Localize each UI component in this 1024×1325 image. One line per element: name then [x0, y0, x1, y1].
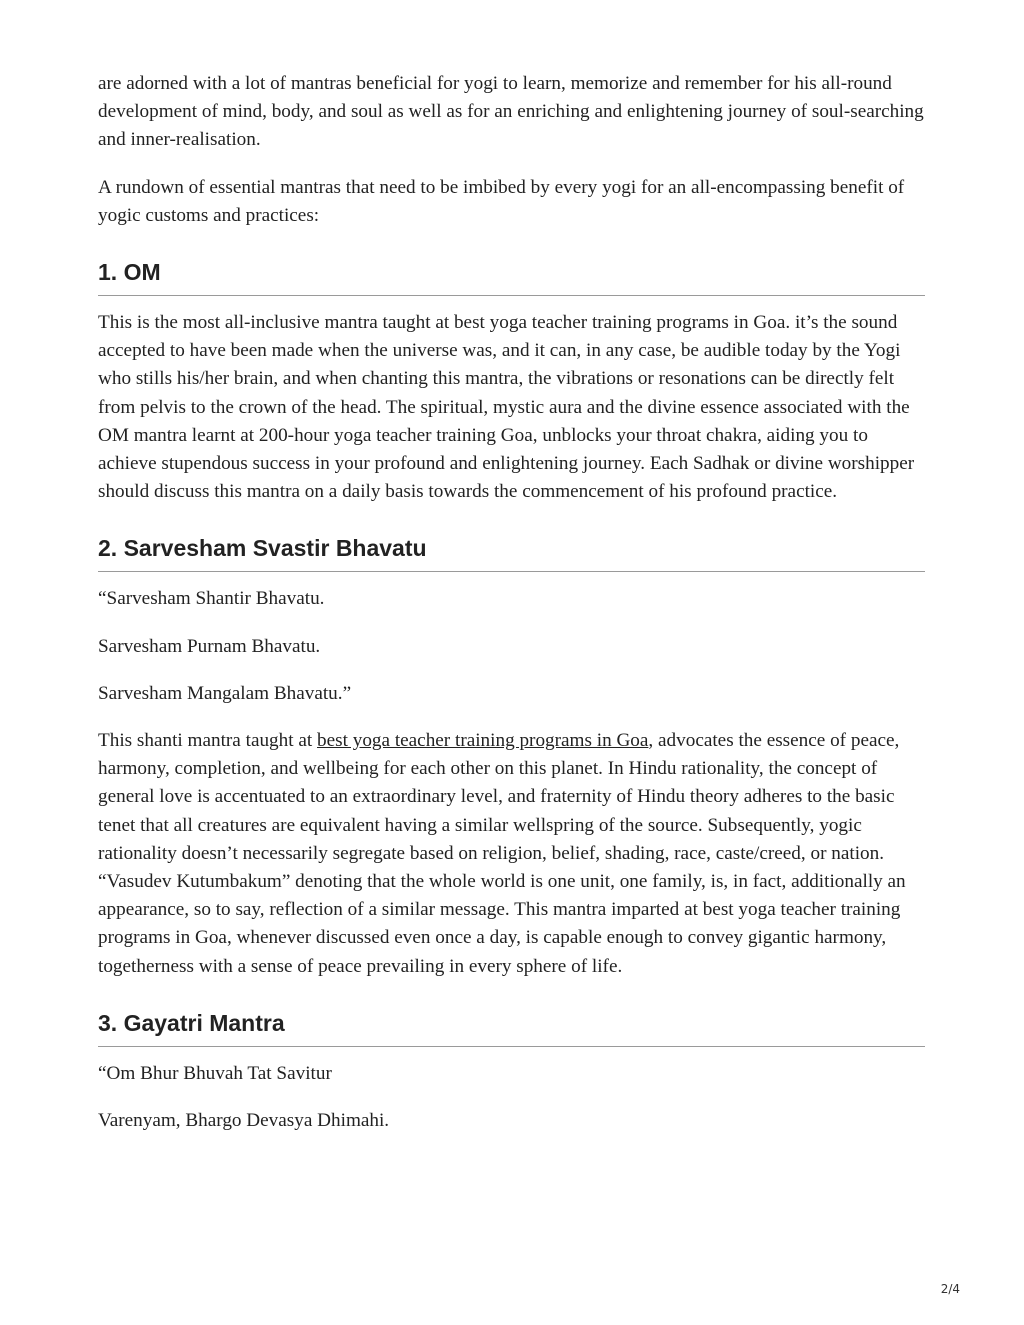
intro-paragraph: are adorned with a lot of mantras beneficial for yogi to learn, memorize and remember for his all-round development of mind, body, and soul as well as for an enriching and enlightening journey of soul-searching and inner-realisation. [98, 73, 924, 151]
intro-paragraph: A rundown of essential mantras that need to be imbibed by every yogi for an all-encompassing benefit of yogic customs and practices: [98, 176, 905, 226]
section-heading-sarvesham: 2. Sarvesham Svastir Bhavatu [98, 534, 925, 572]
section-body-sarvesham [98, 727, 925, 981]
page-number: 2/4 [940, 1282, 960, 1296]
verse-line: Sarvesham Purnam Bhavatu. [98, 635, 321, 657]
body-text-before-link: This shanti mantra taught at [98, 730, 318, 752]
verse-line: “Sarvesham Shantir Bhavatu. [98, 588, 325, 610]
section-heading-om: 1. OM [98, 258, 925, 296]
verse-line: Sarvesham Mangalam Bhavatu.” [98, 682, 352, 704]
body-text-after-link: , advocates the essence of peace, harmony, completion, and wellbeing for each other on this planet. In Hindu rationality, the concept of general love is accentuated to an extraordinary level, and fraternity of Hindu theory adheres to the basic tenet that all creatures are equivalent having a similar wellspring of the source. Subsequently, yogic rationality doesn’t necessarily segregate based on religion, belief, shading, race, caste/creed, or nation. “Vasudev Kutumbakum” denoting that the whole world is one unit, one family, is, in fact, additionally an appearance, so to say, reflection of a similar message. This mantra imparted at best yoga teacher training programs in Goa, whenever discussed even once a day, is capable enough to convey gigantic harmony, togetherness with a sense of peace prevailing in every sphere of life. [98, 730, 906, 977]
yoga-training-link[interactable]: best yoga teacher training programs in Goa [317, 730, 649, 752]
section-body-om: This is the most all-inclusive mantra taught at best yoga teacher training programs in Goa. it’s the sound accepted to have been made when the universe was, and it can, in any case, be audible today by the Yogi who stills his/her brain, and when chanting this mantra, the vibrations or resonations can be directly felt from pelvis to the crown of the head. The spiritual, mystic aura and the divine essence associated with the OM mantra learnt at 200-hour yoga teacher training Goa, unblocks your throat chakra, aiding you to achieve stupendous success in your profound and enlightening journey. Each Sadhak or divine worshipper should discuss this mantra on a daily basis towards the commencement of his profound practice. [98, 312, 915, 503]
section-heading-gayatri: 3. Gayatri Mantra [98, 1009, 925, 1047]
verse-line: Varenyam, Bhargo Devasya Dhimahi. [98, 1110, 390, 1132]
verse-line: “Om Bhur Bhuvah Tat Savitur [98, 1062, 332, 1084]
document-page [98, 70, 925, 1154]
